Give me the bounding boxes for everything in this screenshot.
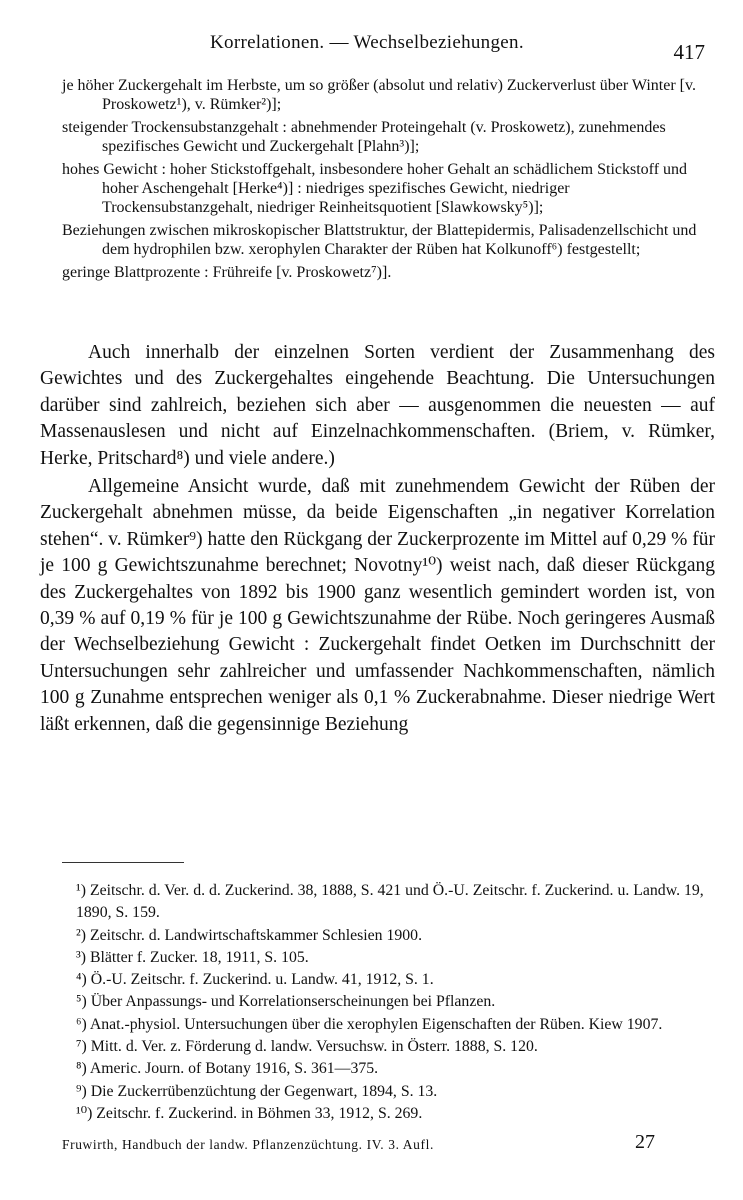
list-item: hohes Gewicht : hoher Stickstoffgehalt, insbesondere hoher Gehalt an schädlichem Stickstoff und hoher Aschengehalt [Herke⁴)] : niedriges spezifisches Gewicht, niedriger Trockensubstanzgehalt, niedriger Reinheitsquotient [Slawkowsky⁵)]; (62, 161, 688, 216)
footnote: ¹⁰) Zeitschr. f. Zuckerind. in Böhmen 33, 1912, S. 269. (76, 1104, 423, 1122)
footnote: ³) Blätter f. Zucker. 18, 1911, S. 105. (76, 948, 309, 966)
list-item: je höher Zuckergehalt im Herbste, um so größer (absolut und relativ) Zuckerverlust über Winter [v. Proskowetz¹), v. Rümker²)]; (62, 77, 696, 113)
page-number: 417 (673, 40, 705, 64)
footnote: ⁵) Über Anpassungs- und Korrelationserscheinungen bei Pflanzen. (76, 993, 496, 1011)
footnote: ⁷) Mitt. d. Ver. z. Förderung d. landw. Versuchsw. in Österr. 1888, S. 120. (76, 1038, 538, 1056)
signature-mark: 27 (635, 1131, 655, 1153)
footnote-divider (62, 862, 184, 863)
list-item: geringe Blattprozente : Frühreife [v. Proskowetz⁷)]. (62, 264, 392, 281)
body-text (40, 340, 715, 738)
page-title: Korrelationen. — Wechselbeziehungen. (210, 32, 524, 53)
list-item: Beziehungen zwischen mikroskopischer Blattstruktur, der Blattepidermis, Palisadenzellschicht und dem hydrophilen bzw. xerophylen Charakter der Rüben hat Kolkunoff⁶) festgestellt; (62, 222, 697, 258)
footer-citation: Fruwirth, Handbuch der landw. Pflanzenzüchtung. IV. 3. Aufl. (62, 1137, 434, 1152)
footnotes (40, 880, 715, 1125)
footnote: ⁶) Anat.-physiol. Untersuchungen über die xerophylen Eigenschaften der Rüben. Kiew 1907. (76, 1015, 663, 1033)
list-item: steigender Trockensubstanzgehalt : abnehmender Proteingehalt (v. Proskowetz), zunehmendes spezifisches Gewicht und Zuckergehalt [Plahn³)]; (62, 119, 666, 155)
paragraph: Allgemeine Ansicht wurde, daß mit zunehmendem Gewicht der Rüben der Zuckergehalt abnehmen müsse, da beide Eigenschaften „in negativer Korrelation stehen“. v. Rümker⁹) hatte den Rückgang der Zuckerprozente im Mittel auf 0,29 % für je 100 g Gewichtszunahme berechnet; Novotny¹⁰) weist nach, daß dieser Rückgang des Zuckergehaltes von 1892 bis 1900 ganz wesentlich gemindert worden ist, von 0,39 % auf 0,19 % für je 100 g Gewichtszunahme der Rübe. Noch geringeres Ausmaß der Wechselbeziehung Gewicht : Zuckergehalt findet Oetken im Durchschnitt der Untersuchungen sehr zahlreicher und umfassender Nachkommenschaften, nämlich 100 g Zunahme entsprechen weniger als 0,1 % Zuckerabnahme. Dieser niedrige Wert läßt erkennen, daß die gegensinnige Beziehung (40, 476, 715, 735)
paragraph: Auch innerhalb der einzelnen Sorten verdient der Zusammenhang des Gewichtes und des Zuckergehaltes eingehende Beachtung. Die Untersuchungen darüber sind zahlreich, beziehen sich aber — ausgenommen die neuesten — auf Massenauslesen und nicht auf Einzelnachkommenschaften. (Briem, v. Rümker, Herke, Pritschard⁸) und viele andere.) (40, 342, 715, 469)
correlation-list (62, 76, 715, 286)
page-footer (62, 1131, 715, 1153)
footnote: ⁸) Americ. Journ. of Botany 1916, S. 361—375. (76, 1060, 379, 1078)
running-header (62, 30, 715, 64)
footnote: ¹) Zeitschr. d. Ver. d. d. Zuckerind. 38, 1888, S. 421 und Ö.-U. Zeitschr. f. Zuckerind. u. Landw. 19, 1890, S. 159. (76, 882, 704, 922)
footnote: ²) Zeitschr. d. Landwirtschaftskammer Schlesien 1900. (76, 926, 423, 944)
footnote: ⁹) Die Zuckerrübenzüchtung der Gegenwart, 1894, S. 13. (76, 1082, 438, 1100)
footnote: ⁴) Ö.-U. Zeitschr. f. Zuckerind. u. Landw. 41, 1912, S. 1. (76, 971, 434, 989)
